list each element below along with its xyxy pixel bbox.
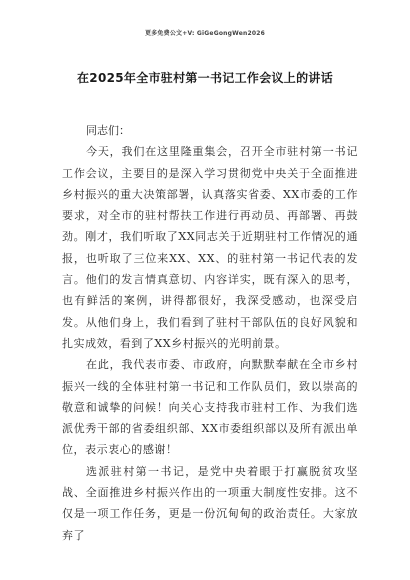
document-body [62, 120, 358, 546]
paragraph-1: 今天，我们在这里隆重集会，召开全市驻村第一书记工作会议，主要目的是深入学习贯彻党中央关于全面推进乡村振兴的重大决策部署，认真落实省委、XX市委的工作要求，对全市的驻村帮扶工作进行再动员、再部署、再鼓劲。刚才，我们听取了XX同志关于近期驻村工作情况的通报，也听取了三位来XX、XX、的驻村第一书记代表的发言。他们的发言情真意切、内容详实，既有深入的思考，也有鲜活的案例，讲得都很好，我深受感动，也深受启发。从他们身上，我们看到了驻村干部队伍的良好风貌和扎实成效，看到了XX乡村振兴的光明前景。 [62, 145, 358, 350]
salutation: 同志们： [86, 124, 130, 137]
paragraph-3: 选派驻村第一书记，是党中央着眼于打赢脱贫攻坚战、全面推进乡村振兴作出的一项重大制度性安排。这不仅是一项工作任务，更是一份沉甸甸的政治责任。大家放弃了 [62, 464, 358, 542]
document-title: 在2025年全市驻村第一书记工作会议上的讲话 [77, 71, 333, 85]
header-note: 更多免费公文+V: GiGeGongWen2026 [145, 30, 265, 37]
paragraph-2: 在此，我代表市委、市政府，向默默奉献在全市乡村振兴一线的全体驻村第一书记和工作队员们，致以崇高的敬意和诚挚的问候！向关心支持我市驻村工作、为我们选派优秀干部的省委组织部、XX市委组织部以及所有派出单位，表示衷心的感谢！ [62, 358, 358, 457]
